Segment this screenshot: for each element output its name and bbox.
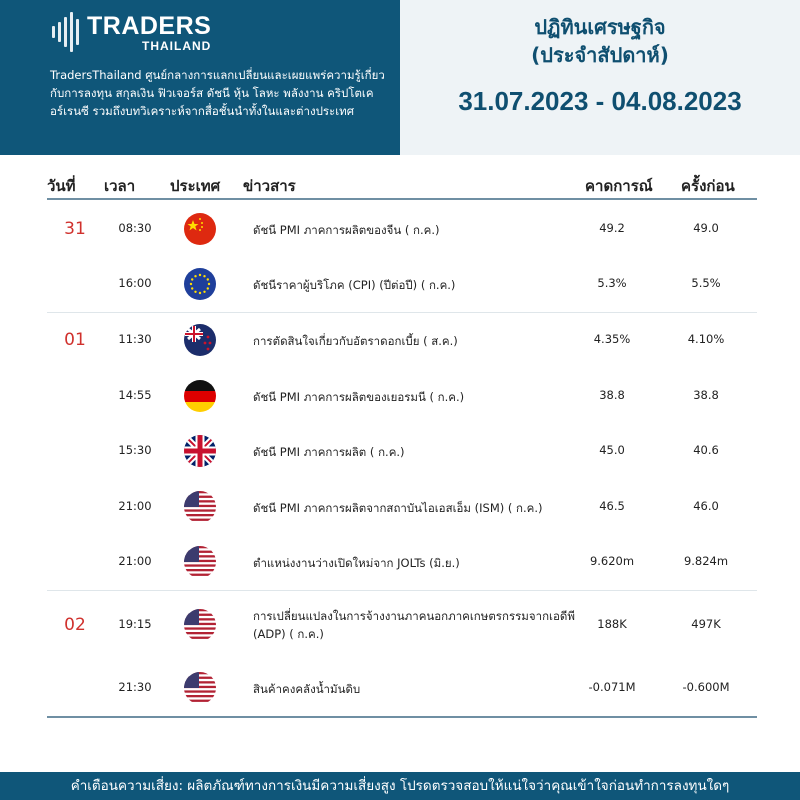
- row-previous: 38.8: [693, 388, 719, 402]
- us-flag-icon: [184, 609, 216, 641]
- row-news: สินค้าคงคลังน้ำมันดิบ: [253, 682, 361, 696]
- header-title-panel: [400, 0, 800, 155]
- row-forecast: 38.8: [599, 388, 625, 402]
- logo: [52, 12, 211, 53]
- col-forecast: คาดการณ์: [585, 177, 653, 195]
- row-forecast: 4.35%: [593, 332, 631, 346]
- day-divider: [47, 590, 757, 591]
- row-time: 21:00: [118, 554, 152, 568]
- row-news: ดัชนี PMI ภาคการผลิตจากสถาบันไอเอสเอ็ม (ISM) ( ก.ค.): [253, 501, 543, 515]
- table-header: [0, 170, 800, 198]
- row-time: 11:30: [118, 332, 152, 346]
- row-previous: 49.0: [693, 221, 719, 235]
- brand-description: TradersThailand ศูนย์กลางการแลกเปลี่ยนและเผยแพร่ความรู้เกี่ยวกับการลงทุน สกุลเงิน ฟิวเจอร์ส ดัชนี หุ้น โลหะ พลังงาน คริปโตเคอร์เรนซี รวมถึงบทวิเคราะห์จากสื่อชั้นนำทั้งในและต่างประเทศ: [50, 68, 385, 118]
- us-flag-icon: [184, 672, 216, 704]
- row-day: 02: [64, 615, 86, 635]
- row-forecast: 188K: [597, 617, 627, 631]
- row-time: 08:30: [118, 221, 152, 235]
- row-time: 19:15: [118, 617, 152, 631]
- page-title: ปฏิทินเศรษฐกิจ: [534, 15, 666, 39]
- row-news: การเปลี่ยนแปลงในการจ้างงานภาคนอกภาคเกษตรกรรมจากเอดีพี (ADP) ( ก.ค.): [253, 609, 575, 641]
- row-news: ดัชนีราคาผู้บริโภค (CPI) (ปีต่อปี) ( ก.ค.): [253, 278, 456, 292]
- eu-flag-icon: [184, 268, 216, 300]
- brand-name: TRADERS: [87, 12, 212, 40]
- row-previous: 4.10%: [687, 332, 725, 346]
- row-previous: 46.0: [693, 499, 719, 513]
- table-row: [0, 264, 800, 304]
- us-flag-icon: [184, 491, 216, 523]
- row-day: 01: [64, 330, 86, 350]
- row-previous: 5.5%: [691, 276, 721, 290]
- col-time: เวลา: [104, 177, 136, 195]
- header-brand-panel: [0, 0, 400, 155]
- row-forecast: 49.2: [599, 221, 625, 235]
- row-news: ตำแหน่งงานว่างเปิดใหม่จาก JOLTs (มิ.ย.): [253, 556, 460, 570]
- china-flag-icon: [184, 213, 216, 245]
- row-time: 21:30: [118, 680, 152, 694]
- table-row: [0, 320, 800, 360]
- row-forecast: 46.5: [599, 499, 625, 513]
- row-day: 31: [64, 219, 86, 239]
- brand-sub: THAILAND: [142, 39, 212, 53]
- row-previous: 40.6: [693, 443, 719, 457]
- row-time: 21:00: [118, 499, 152, 513]
- row-news: ดัชนี PMI ภาคการผลิตของเยอรมนี ( ก.ค.): [253, 390, 465, 404]
- table-row: [0, 376, 800, 416]
- row-forecast: 45.0: [599, 443, 625, 457]
- table-row: [0, 605, 800, 645]
- date-range: 31.07.2023 - 04.08.2023: [458, 86, 742, 116]
- row-time: 14:55: [118, 388, 152, 402]
- row-time: 15:30: [118, 443, 152, 457]
- us-flag-icon: [184, 546, 216, 578]
- col-day: วันที่: [47, 177, 76, 195]
- table-row: [0, 668, 800, 708]
- row-previous: -0.600M: [682, 680, 730, 694]
- germany-flag-icon: [184, 380, 216, 412]
- col-previous: ครั้งก่อน: [681, 177, 735, 195]
- header-divider: [47, 198, 757, 200]
- table-row: [0, 209, 800, 249]
- page-subtitle: (ประจำสัปดาห์): [531, 43, 669, 67]
- day-divider: [47, 312, 757, 313]
- row-news: การตัดสินใจเกี่ยวกับอัตราดอกเบี้ย ( ส.ค.): [253, 334, 458, 348]
- table-row: [0, 487, 800, 527]
- row-previous: 9.824m: [683, 554, 729, 568]
- table-row: [0, 542, 800, 582]
- row-news: ดัชนี PMI ภาคการผลิต ( ก.ค.): [253, 445, 405, 459]
- new-zealand-flag-icon: [184, 324, 216, 356]
- row-forecast: -0.071M: [588, 680, 636, 694]
- row-forecast: 5.3%: [597, 276, 627, 290]
- logo-bars-icon: [52, 12, 79, 52]
- col-country: ประเทศ: [170, 177, 221, 195]
- uk-flag-icon: [184, 435, 216, 467]
- col-news: ข่าวสาร: [243, 177, 296, 195]
- row-forecast: 9.620m: [589, 554, 635, 568]
- row-time: 16:00: [118, 276, 152, 290]
- row-news: ดัชนี PMI ภาคการผลิตของจีน ( ก.ค.): [253, 223, 440, 237]
- risk-warning: คำเตือนความเสี่ยง: ผลิตภัณฑ์ทางการเงินมีความเสี่ยงสูง โปรดตรวจสอบให้แน่ใจว่าคุณเข้าใจก่อนทำการลงทุนใดๆ: [0, 772, 800, 800]
- table-row: [0, 431, 800, 471]
- row-previous: 497K: [691, 617, 721, 631]
- table-bottom-divider: [47, 716, 757, 718]
